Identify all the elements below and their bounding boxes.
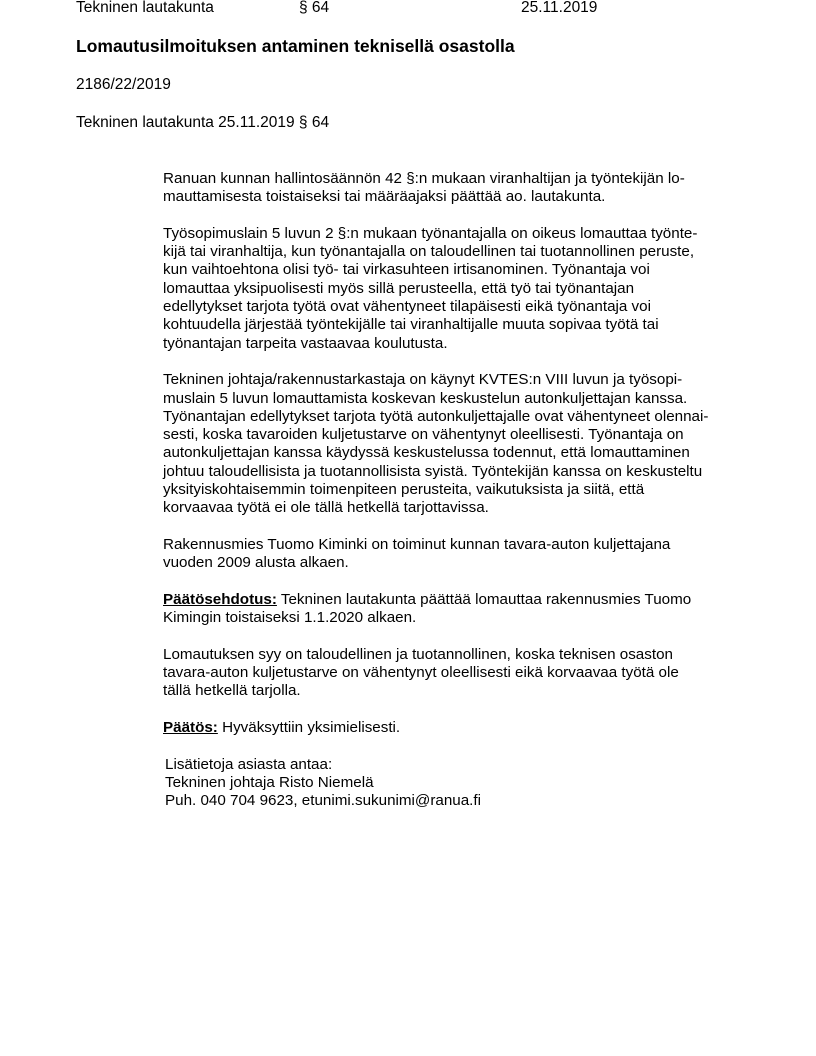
- text-line: työnantajan tarpeita vastaavaa koulutusta.: [163, 334, 448, 352]
- paragraph-discussion: [163, 371, 723, 517]
- text-line: lomauttaa yksipuolisesti myös sillä perusteella, että työ tai työnantajan: [163, 279, 635, 297]
- document-body: [163, 170, 723, 810]
- text-line: Kimingin toistaiseksi 1.1.2020 alkaen.: [163, 609, 417, 627]
- page-title: Lomautusilmoituksen antaminen teknisellä osastolla: [76, 36, 515, 56]
- text-line: edellytykset tarjota työtä ovat vähentyneet tilapäisesti eikä työnantaja voi: [163, 298, 651, 316]
- text-line: yksityiskohtaisemmin toimenpiteen perusteita, vaikutuksista ja siitä, että: [163, 481, 645, 499]
- text-line: Työsopimuslain 5 luvun 2 §:n mukaan työnantajalla on oikeus lomauttaa työnte-: [163, 224, 698, 242]
- text-line: sesti, koska tavaroiden kuljetustarve on vähentynyt oleellisesti. Työnantaja on: [163, 426, 684, 444]
- contact-info: [165, 756, 723, 811]
- header-section: § 64: [299, 0, 330, 16]
- document-number: 2186/22/2019: [76, 76, 171, 93]
- text-line: Työnantajan edellytykset tarjota työtä autonkuljettajalle ovat vähentyneet olennai-: [163, 407, 709, 425]
- text-line: Tekninen johtaja/rakennustarkastaja on käynyt KVTES:n VIII luvun ja työsopi-: [163, 371, 683, 389]
- text-line: Ranuan kunnan hallintosäännön 42 §:n mukaan viranhaltijan ja työntekijän lo-: [163, 170, 685, 187]
- text-line: kun vaihtoehtona olisi työ- tai virkasuhteen irtisanominen. Työnantaja voi: [163, 261, 650, 279]
- text-line: tällä hetkellä tarjolla.: [163, 682, 301, 700]
- text-line: vuoden 2009 alusta alkaen.: [163, 554, 349, 572]
- proposal-text: Tekninen lautakunta päättää lomauttaa rakennusmies Tuomo: [276, 590, 692, 608]
- contact-line: Lisätietoja asiasta antaa:: [165, 755, 333, 773]
- paragraph-reason: [163, 646, 723, 701]
- paragraph-regulation: [163, 170, 723, 207]
- text-line: johtuu taloudellisista ja tuotannollisista syistä. Työntekijän kanssa on keskusteltu: [163, 462, 703, 480]
- paragraph-employment-act: [163, 225, 723, 353]
- text-line: [163, 719, 723, 737]
- text-line: autonkuljettajan kanssa käydyssä keskustelussa todennut, että lomauttaminen: [163, 444, 690, 462]
- header-committee: Tekninen lautakunta: [76, 0, 214, 16]
- text-line: Rakennusmies Tuomo Kiminki on toiminut kunnan tavara-auton kuljettajana: [163, 535, 671, 553]
- text-line: [163, 591, 723, 609]
- proposal-label: Päätösehdotus:: [163, 590, 277, 608]
- decision-text: Hyväksyttiin yksimielisesti.: [217, 718, 401, 736]
- text-line: korvaavaa työtä ei ole tällä hetkellä tarjottavissa.: [163, 499, 489, 517]
- meeting-reference: Tekninen lautakunta 25.11.2019 § 64: [76, 114, 330, 131]
- decision: [163, 719, 723, 737]
- contact-line: Tekninen johtaja Risto Niemelä: [165, 773, 374, 791]
- header-date: 25.11.2019: [521, 0, 598, 16]
- text-line: tavara-auton kuljetustarve on vähentynyt oleellisesti eikä korvaavaa työtä ole: [163, 664, 679, 682]
- text-line: muslain 5 luvun lomauttamista koskevan keskustelun autonkuljettajan kanssa.: [163, 389, 688, 407]
- decision-label: Päätös:: [163, 718, 218, 736]
- paragraph-employee: [163, 536, 723, 573]
- contact-line: Puh. 040 704 9623, etunimi.sukunimi@ranua.fi: [165, 792, 481, 810]
- text-line: mauttamisesta toistaiseksi tai määräajaksi päättää ao. lautakunta.: [163, 188, 606, 206]
- decision-proposal: [163, 591, 723, 628]
- text-line: kohtuudella järjestää työntekijälle tai viranhaltijalle muuta sopivaa työtä tai: [163, 316, 659, 334]
- text-line: Lomautuksen syy on taloudellinen ja tuotannollinen, koska teknisen osaston: [163, 645, 673, 663]
- text-line: kijä tai viranhaltija, kun työnantajalla on taloudellinen tai tuotannollinen peruste,: [163, 243, 695, 261]
